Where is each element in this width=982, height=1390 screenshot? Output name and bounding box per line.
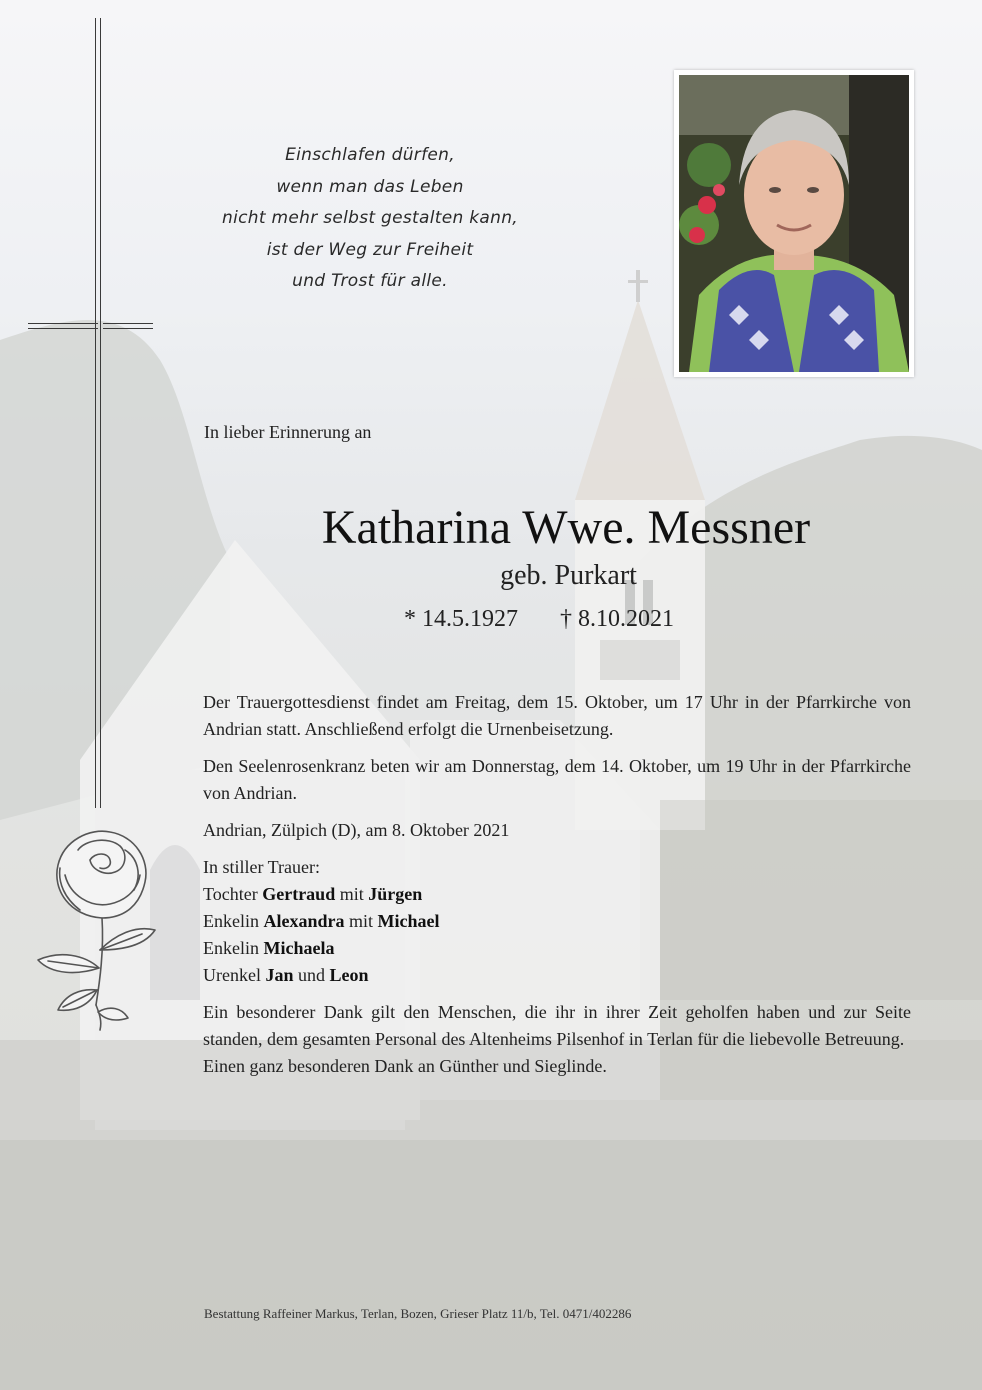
list-item — [203, 881, 911, 908]
special-thanks-text: Einen ganz besonderen Dank an Günther und Sieglinde. — [203, 1056, 607, 1076]
funeral-home-footer: Bestattung Raffeiner Markus, Terlan, Bozen, Grieser Platz 11/b, Tel. 0471/402286 — [204, 1306, 632, 1321]
birth-name: geb. Purkart — [500, 560, 637, 591]
quote-line: ist der Weg zur Freiheit — [266, 239, 474, 260]
portrait-image — [679, 75, 909, 372]
funeral-service-text: Der Trauergottesdienst findet am Freitag, dem 15. Oktober, um 17 Uhr in der Pfarrkirche von Andrian statt. Anschließend erfolgt die Urnenbeisetzung. — [203, 692, 911, 739]
relation: Urenkel — [203, 965, 261, 985]
list-item — [203, 908, 911, 935]
mourners-heading: In stiller Trauer: — [203, 857, 320, 877]
list-item — [203, 935, 911, 962]
place-date: Andrian, Zülpich (D), am 8. Oktober 2021 — [203, 820, 510, 840]
partner-name: Jürgen — [368, 884, 423, 904]
joiner: und — [298, 965, 325, 985]
birth-date: * 14.5.1927 — [404, 606, 518, 632]
death-date: † 8.10.2021 — [560, 606, 674, 632]
thanks-text: Ein besonderer Dank gilt den Menschen, die ihr in ihrer Zeit geholfen haben und zur Seite standen, dem gesamten Personal des Altenheims Pilsenhof in Terlan für die liebevolle Betreuung. — [203, 1002, 911, 1049]
portrait-photo — [674, 70, 914, 377]
mourner-name: Michaela — [263, 938, 335, 958]
partner-name: Michael — [377, 911, 440, 931]
mourners-list — [203, 854, 911, 989]
joiner: mit — [339, 884, 364, 904]
quote-line: Einschlafen dürfen, — [285, 145, 455, 165]
list-item — [203, 962, 911, 989]
life-dates — [404, 606, 674, 633]
quote-line: wenn man das Leben — [276, 176, 464, 197]
obituary-body — [203, 689, 911, 1080]
mourner-name: Alexandra — [263, 911, 345, 931]
memorial-quote — [200, 140, 540, 298]
relation: Enkelin — [203, 911, 259, 931]
deceased-name: Katharina Wwe. Messner — [321, 501, 811, 554]
relation: Enkelin — [203, 938, 259, 958]
rose-icon — [30, 820, 180, 1035]
rosary-text: Den Seelenrosenkranz beten wir am Donnerstag, dem 14. Oktober, um 19 Uhr in der Pfarrkirche von Andrian. — [203, 756, 911, 803]
quote-line: und Trost für alle. — [292, 271, 448, 291]
joiner: mit — [349, 911, 374, 931]
quote-line: nicht mehr selbst gestalten kann, — [222, 208, 518, 228]
mourner-name: Gertraud — [262, 884, 336, 904]
partner-name: Leon — [329, 965, 369, 985]
mourner-name: Jan — [265, 965, 294, 985]
intro-text: In lieber Erinnerung an — [204, 422, 372, 442]
relation: Tochter — [203, 884, 258, 904]
